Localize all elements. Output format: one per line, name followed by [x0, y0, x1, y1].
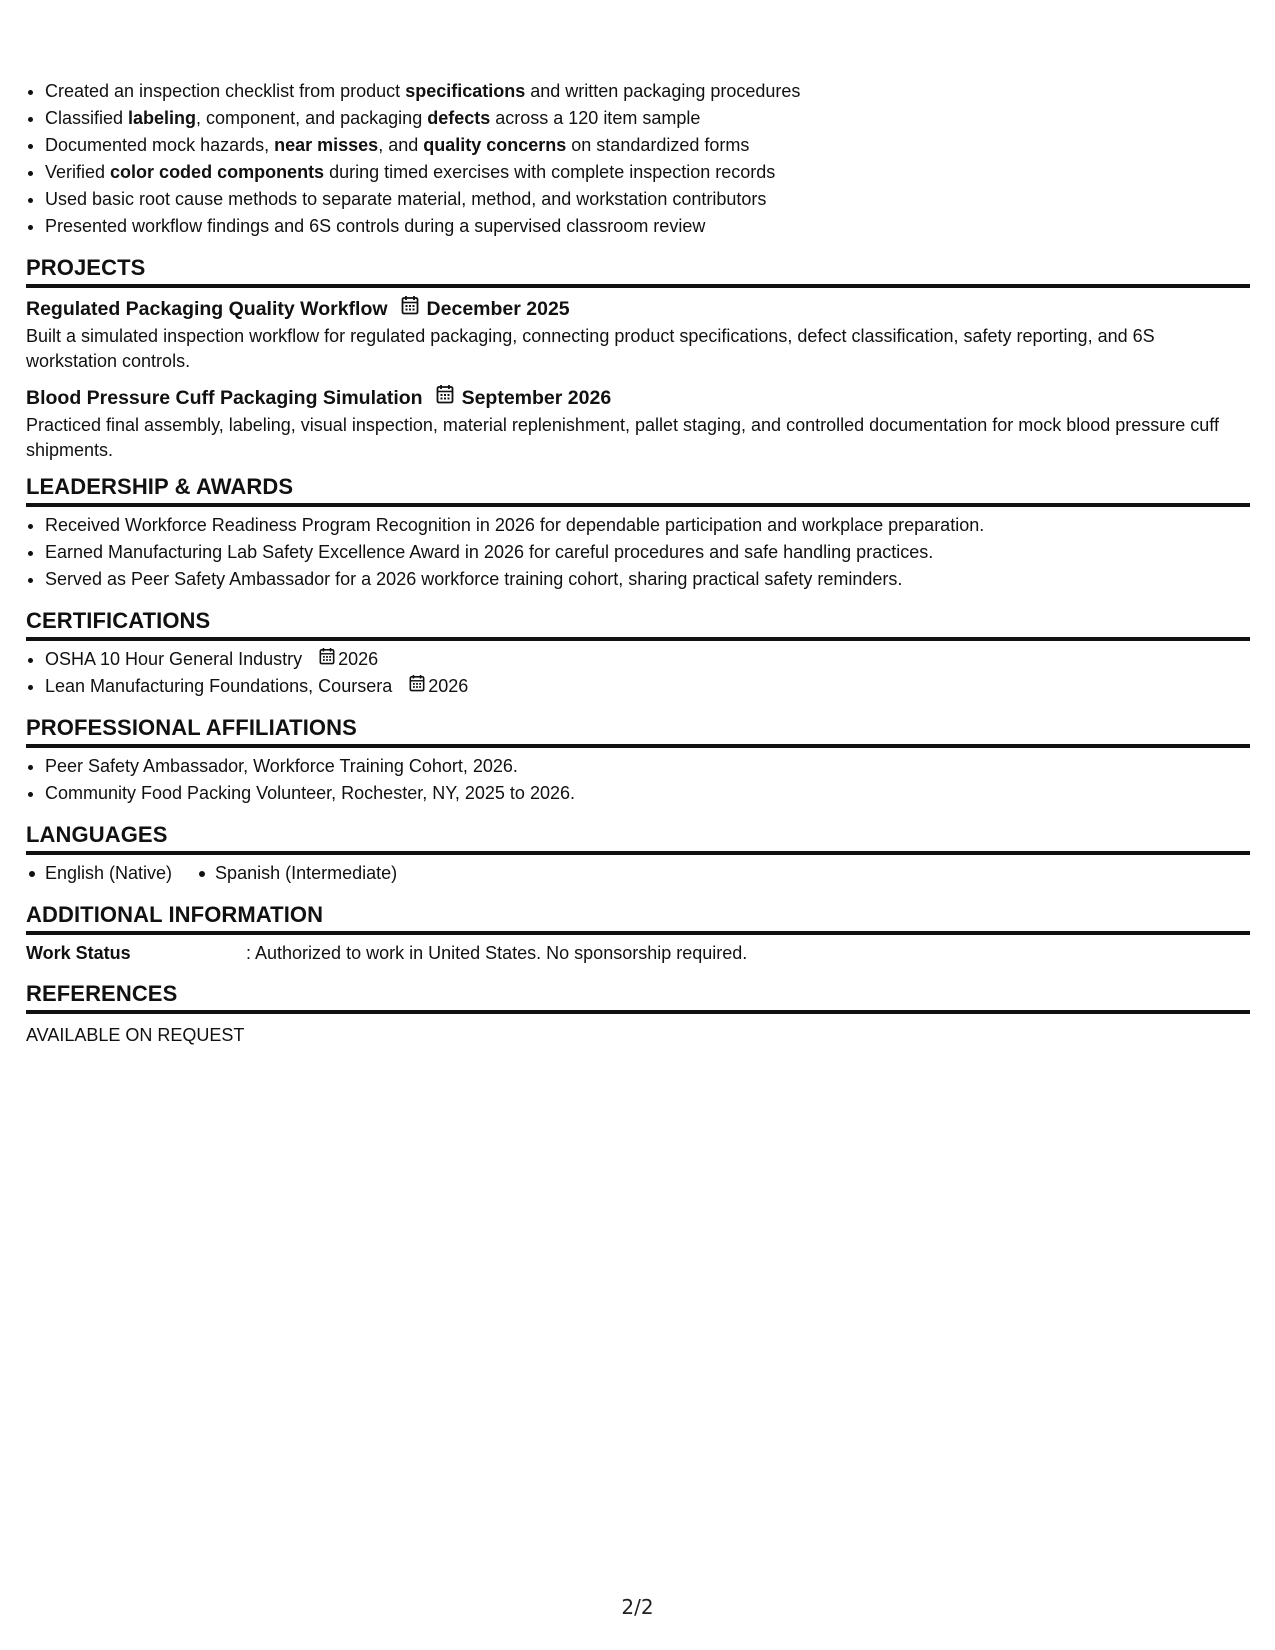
certification-date: 2026: [338, 649, 379, 669]
bullet-text: Verified: [45, 162, 111, 182]
list-item: • Community Food Packing Volunteer, Rochester, NY, 2025 to 2026.: [45, 780, 1250, 807]
experience-bullet-list: [26, 78, 1250, 240]
bullet-keyword: near misses: [274, 135, 379, 155]
calendar-icon: [401, 295, 419, 323]
work-status-row: [26, 940, 1250, 966]
bullet-text: , and: [378, 135, 424, 155]
leadership-body: [26, 507, 1250, 593]
bullet-text: during timed exercises with complete inspection records: [324, 162, 776, 182]
languages-section: [26, 821, 1250, 887]
page-number: 2/2: [621, 1595, 654, 1619]
additional-info-heading: ADDITIONAL INFORMATION: [26, 901, 1250, 935]
leadership-list: [26, 512, 1250, 593]
project-date: September 2026: [461, 387, 612, 409]
experience-bullet: [45, 186, 1250, 213]
references-body: [26, 1014, 1250, 1048]
experience-bullet: [45, 132, 1250, 159]
bullet-text: Classified: [45, 108, 129, 128]
list-item: [45, 673, 1250, 700]
project-item: [26, 384, 1250, 463]
language-item: English (Native): [26, 860, 172, 887]
certifications-heading: CERTIFICATIONS: [26, 607, 1250, 641]
affiliations-list: [26, 753, 1250, 807]
bullet-text: Presented workflow findings and 6S controls during a supervised classroom review: [45, 216, 706, 236]
bullet-text: on standardized forms: [566, 135, 750, 155]
project-header: [26, 295, 1250, 323]
projects-body: [26, 288, 1250, 463]
bullet-text: , component, and packaging: [196, 108, 428, 128]
bullet-keyword: labeling: [128, 108, 197, 128]
bullet-text: Documented mock hazards,: [45, 135, 275, 155]
project-name: Regulated Packaging Quality Workflow: [26, 298, 388, 320]
languages-heading: LANGUAGES: [26, 821, 1250, 855]
list-item: • Peer Safety Ambassador, Workforce Training Cohort, 2026.: [45, 753, 1250, 780]
certifications-section: [26, 607, 1250, 700]
projects-heading: PROJECTS: [26, 254, 1250, 288]
language-item: Spanish (Intermediate): [196, 860, 397, 887]
languages-list: [26, 860, 1250, 887]
project-date: December 2025: [426, 298, 570, 320]
bullet-text: across a 120 item sample: [490, 108, 701, 128]
calendar-icon: [319, 646, 335, 673]
affiliations-section: [26, 714, 1250, 807]
certification-date-group: [307, 646, 378, 673]
list-item: • Received Workforce Readiness Program Recognition in 2026 for dependable participation and workplace preparation.: [45, 512, 1250, 539]
bullet-keyword: specifications: [405, 81, 526, 101]
references-text: AVAILABLE ON REQUEST: [26, 1025, 245, 1045]
experience-bullet: [45, 159, 1250, 186]
bullet-text: and written packaging procedures: [525, 81, 801, 101]
bullet-text: Used basic root cause methods to separate material, method, and workstation contributors: [45, 189, 767, 209]
project-description: Built a simulated inspection workflow for regulated packaging, connecting product specifications, defect classification, safety reporting, and 6S workstation controls.: [26, 326, 1155, 371]
additional-info-body: [26, 935, 1250, 966]
certification-name: Lean Manufacturing Foundations, Coursera: [45, 676, 393, 696]
certifications-list: [26, 646, 1250, 700]
leadership-section: [26, 473, 1250, 593]
certification-name: OSHA 10 Hour General Industry: [45, 649, 303, 669]
additional-info-section: [26, 901, 1250, 966]
references-section: [26, 980, 1250, 1048]
bullet-keyword: color coded components: [110, 162, 325, 182]
certifications-body: [26, 641, 1250, 700]
project-item: [26, 295, 1250, 374]
languages-body: [26, 855, 1250, 887]
list-item: [45, 646, 1250, 673]
bullet-keyword: quality concerns: [423, 135, 567, 155]
experience-bullet: [45, 78, 1250, 105]
work-status-label: Work Status: [26, 943, 131, 963]
affiliations-body: [26, 748, 1250, 807]
project-header: [26, 384, 1250, 412]
calendar-icon: [409, 673, 425, 700]
resume-page: [26, 78, 1250, 1048]
leadership-heading: LEADERSHIP & AWARDS: [26, 473, 1250, 507]
experience-bullet: [45, 105, 1250, 132]
certification-date: 2026: [428, 676, 469, 696]
work-status-value: : Authorized to work in United States. No sponsorship required.: [246, 943, 748, 963]
calendar-icon: [436, 384, 454, 412]
certification-date-group: [397, 673, 468, 700]
project-name: Blood Pressure Cuff Packaging Simulation: [26, 387, 423, 409]
list-item: • Earned Manufacturing Lab Safety Excellence Award in 2026 for careful procedures and safe handling practices.: [45, 539, 1250, 566]
projects-section: [26, 254, 1250, 463]
bullet-keyword: defects: [427, 108, 491, 128]
experience-bullet: [45, 213, 1250, 240]
references-heading: REFERENCES: [26, 980, 1250, 1014]
list-item: • Served as Peer Safety Ambassador for a 2026 workforce training cohort, sharing practical safety reminders.: [45, 566, 1250, 593]
project-description: Practiced final assembly, labeling, visual inspection, material replenishment, pallet staging, and controlled documentation for mock blood pressure cuff shipments.: [26, 415, 1219, 460]
bullet-text: Created an inspection checklist from product: [45, 81, 406, 101]
affiliations-heading: PROFESSIONAL AFFILIATIONS: [26, 714, 1250, 748]
